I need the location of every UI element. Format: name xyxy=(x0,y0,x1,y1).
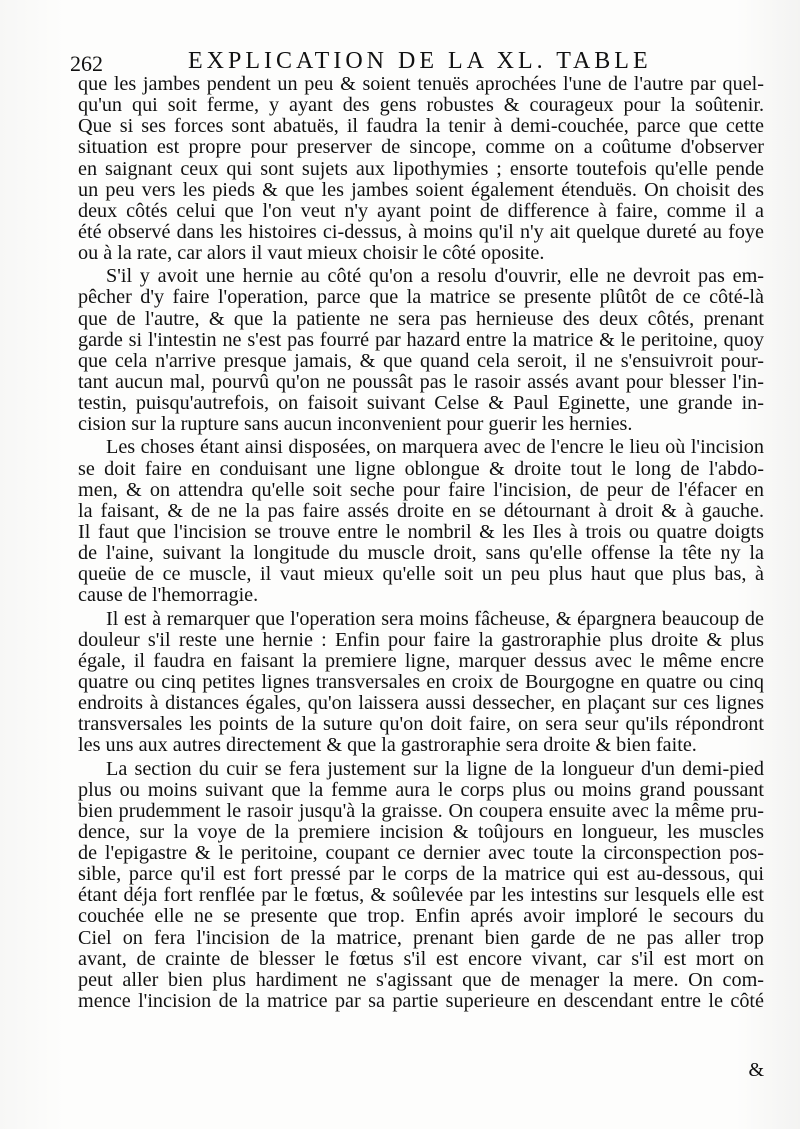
text-line: ou à la rate, car alors il vaut mieux choisir le côté oposite. xyxy=(78,243,545,265)
text-line: deux côtés celui que l'on veut n'y ayant point de difference à faire, comme il a xyxy=(78,200,764,222)
text-line: égale, il faudra en faisant la premiere ligne, marquer dessus avec le même encre xyxy=(78,650,764,672)
text-line: la faisant, & de ne la pas faire assés droite en se détournant à droit & à gauche. xyxy=(78,500,764,522)
text-line: douleur s'il reste une hernie : Enfin pour faire la gastroraphie plus droite & plus xyxy=(78,629,764,651)
text-line: bien prudemment le rasoir jusqu'à la graisse. On coupera ensuite avec la même pru- xyxy=(78,800,764,822)
text-line: transversales les points de la suture qu'on doit faire, on sera seur qu'ils répondront xyxy=(78,714,764,736)
text-line: avant, de crainte de blesser le fœtus s'il est encore vivant, car s'il est mort on xyxy=(78,948,764,970)
text-line: que de l'autre, & que la patiente ne sera pas hernieuse des deux côtés, prenant xyxy=(78,308,764,330)
text-line: testin, puisqu'autrefois, on faisoit suivant Celse & Paul Eginette, une grande in- xyxy=(78,393,764,415)
text-line: dence, sur la voye de la premiere incision & toûjours en longueur, les muscles xyxy=(78,821,764,843)
text-line: de l'aine, suivant la longitude du muscle droit, sans qu'elle offense la tête ny la xyxy=(78,543,764,565)
text-line: un peu vers les pieds & que les jambes soient également étenduës. On choisit des xyxy=(78,179,764,201)
text-line: queüe de ce muscle, il vaut mieux qu'elle soit un peu plus haut que plus bas, à xyxy=(78,564,764,586)
text-line: garde si l'intestin ne s'est pas fourré par hazard entre la matrice & le peritoine, quoy xyxy=(78,329,764,351)
text-line: se doit faire en conduisant une ligne oblongue & droite tout le long de l'abdo- xyxy=(78,458,764,480)
body-text xyxy=(78,74,764,1012)
page-number: 262 xyxy=(70,51,103,76)
text-line: que cela n'arrive presque jamais, & que quand cela seroit, il ne s'ensuivroit pour- xyxy=(78,350,764,372)
text-line: situation est propre pour preserver de sincope, comme on a coûtume d'observer xyxy=(78,137,764,159)
text-line: mence l'incision de la matrice par sa partie superieure en descendant entre le côté xyxy=(78,991,764,1013)
text-line: La section du cuir se fera justement sur la ligne de la longueur d'un demi-pied xyxy=(106,758,764,780)
text-line: endroits à distances égales, qu'on laissera aussi dessecher, en plaçant sur ces lignes xyxy=(78,693,764,715)
paragraph-2 xyxy=(78,266,764,435)
catchword: & xyxy=(748,1059,764,1081)
paragraph-1 xyxy=(78,74,764,264)
text-line: cision sur la rupture sans aucun inconvenient pour guerir les hernies. xyxy=(78,414,633,436)
text-line: été observé dans les histoires ci-dessus, à moins qu'il n'y ait quelque dureté au foye xyxy=(78,221,764,243)
text-line: tant aucun mal, pourvû qu'on ne poussât pas le rasoir assés avant pour blesser l'in- xyxy=(78,371,764,393)
text-line: plus ou moins suivant que la femme aura le corps plus ou moins grand poussant xyxy=(78,779,764,801)
text-line: de l'epigastre & le peritoine, coupant ce dernier avec toute la circonspection pos- xyxy=(78,843,764,865)
text-line: que les jambes pendent un peu & soient tenuës aprochées l'une de l'autre par quel- xyxy=(78,74,764,95)
paragraph-3 xyxy=(78,437,764,606)
text-line: en saignant ceux qui sont sujets aux lipothymies ; ensorte toutefois qu'elle pende xyxy=(78,158,764,180)
text-line: Que si ses forces sont abatuës, il faudra la tenir à demi-couchée, parce que cette xyxy=(78,116,764,138)
text-line: men, & on attendra qu'elle soit seche pour faire l'incision, de peur de l'éfacer en xyxy=(78,479,764,501)
text-line: pêcher d'y faire l'operation, parce que la matrice se presente plûtôt de ce côté-là xyxy=(78,287,764,309)
text-line: quatre ou cinq petites lignes transversales en croix de Bourgogne en quatre ou cinq xyxy=(78,671,764,693)
text-line: Ciel on fera l'incision de la matrice, prenant bien garde de ne pas aller trop xyxy=(78,927,764,949)
text-line: couchée elle ne se presente que trop. Enfin aprés avoir imploré le secours du xyxy=(78,906,764,928)
text-line: qu'un qui soit ferme, y ayant des gens robustes & courageux pour la soûtenir. xyxy=(78,95,764,117)
running-head: EXPLICATION DE LA XL. TABLE xyxy=(188,48,652,74)
text-line: peut aller bien plus hardiment ne s'agissant que de menager la mere. On com- xyxy=(78,969,764,991)
paragraph-4 xyxy=(78,609,764,757)
text-line: les uns aux autres directement & que la gastroraphie sera droite & bien faite. xyxy=(78,735,697,757)
text-line: Les choses étant ainsi disposées, on marquera avec de l'encre le lieu où l'incision xyxy=(106,437,764,459)
text-line: cause de l'hemorragie. xyxy=(78,585,259,607)
text-line: Il faut que l'incision se trouve entre le nombril & les Iles à trois ou quatre doigts xyxy=(78,521,764,543)
text-line: Il est à remarquer que l'operation sera moins fâcheuse, & épargnera beaucoup de xyxy=(106,608,764,630)
text-line: sible, parce qu'il est fort pressé par le corps de la matrice qui est au-dessous, qui xyxy=(78,864,764,886)
paragraph-5 xyxy=(78,759,764,1013)
text-line: étant déja fort renflée par le fœtus, & soûlevée par les intestins sur lesquels elle est xyxy=(78,885,764,907)
text-line: S'il y avoit une hernie au côté qu'on a resolu d'ouvrir, elle ne devroit pas em- xyxy=(106,266,764,288)
